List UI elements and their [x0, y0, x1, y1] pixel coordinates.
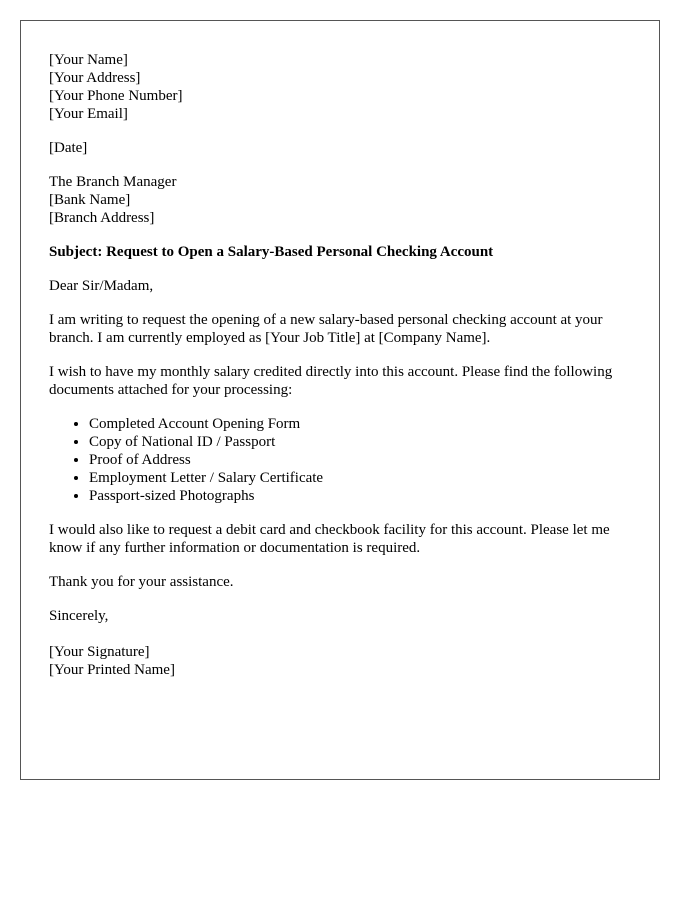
thanks-line: Thank you for your assistance.	[49, 574, 234, 590]
letter-date: [Date]	[49, 140, 88, 156]
signature-block	[49, 643, 631, 679]
sender-email: [Your Email]	[49, 106, 128, 122]
sender-address: [Your Address]	[49, 70, 141, 86]
recipient-block	[49, 173, 631, 227]
list-item: • Employment Letter / Salary Certificate	[89, 469, 631, 487]
date-block	[49, 139, 631, 157]
sender-block	[49, 51, 631, 123]
recipient-bank: [Bank Name]	[49, 192, 131, 208]
recipient-address: [Branch Address]	[49, 210, 155, 226]
letter-page	[20, 20, 660, 780]
list-item: • Completed Account Opening Form	[89, 415, 631, 433]
list-item: • Copy of National ID / Passport	[89, 433, 631, 451]
recipient-title: The Branch Manager	[49, 174, 177, 190]
printed-name: [Your Printed Name]	[49, 662, 175, 678]
list-item: • Passport-sized Photographs	[89, 487, 631, 505]
body-paragraph-1: I am writing to request the opening of a new salary-based personal checking account at your branch. I am currently employed as [Your Job Title] at [Company Name].	[49, 312, 603, 346]
sender-phone: [Your Phone Number]	[49, 88, 183, 104]
signoff: Sincerely,	[49, 608, 109, 624]
letter-subject: Subject: Request to Open a Salary-Based Personal Checking Account	[49, 244, 494, 260]
documents-list	[49, 415, 631, 505]
closing-paragraph: I would also like to request a debit card and checkbook facility for this account. Please let me know if any further information or documentation is required.	[49, 522, 610, 556]
body-paragraph-2: I wish to have my monthly salary credited directly into this account. Please find the following documents attached for your processing:	[49, 364, 613, 398]
list-item: • Proof of Address	[89, 451, 631, 469]
salutation: Dear Sir/Madam,	[49, 278, 154, 294]
signature-placeholder: [Your Signature]	[49, 644, 150, 660]
sender-name: [Your Name]	[49, 52, 128, 68]
